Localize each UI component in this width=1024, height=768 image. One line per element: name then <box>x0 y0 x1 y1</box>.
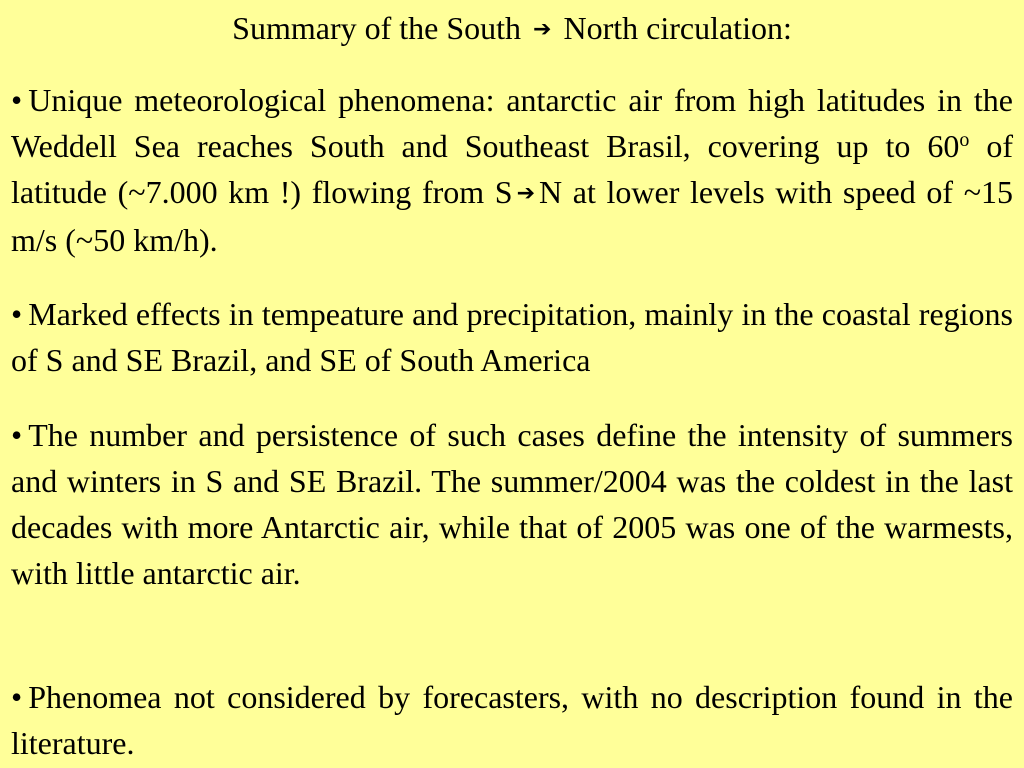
bullet-item-1 <box>11 77 1013 263</box>
bullet-3-text: The number and persistence of such cases define the intensity of summers and winters in S and SE Brazil. The summer/2004 was the coldest in the last decades with more Antarctic air, while that of 2005 was one of the warmests, with little antarctic air. <box>11 417 1013 591</box>
bullet-marker: • <box>11 296 23 332</box>
bullet-4-text: Phenomea not considered by forecasters, with no description found in the literature. <box>11 679 1013 761</box>
bullet-item-3 <box>11 412 1013 596</box>
bullet-marker: • <box>11 417 23 453</box>
title-text-after-arrow: North circulation: <box>563 10 792 46</box>
bullet-marker: • <box>11 679 23 715</box>
right-arrow-icon: ➔ <box>533 17 552 42</box>
bullet-1-text-part1: Unique meteorological phenomena: antarctic air from high latitudes in the Weddell Sea reaches South and Southeast Brasil, covering up to 60 <box>11 82 1013 164</box>
right-arrow-icon: ➔ <box>516 181 536 206</box>
bullet-item-4 <box>11 674 1013 766</box>
title-text-before-arrow: Summary of the South <box>232 10 522 46</box>
degree-superscript: o <box>959 129 970 151</box>
bullet-1-text-part2: of latitude (~7.000 km !) flowing from S <box>11 128 1014 210</box>
bullet-marker: • <box>11 82 23 118</box>
bullet-2-text: Marked effects in tempeature and precipitation, mainly in the coastal regions of S and SE Brazil, and SE of South America <box>11 296 1013 378</box>
bullet-1-text-part3: N at lower levels with speed of ~15 m/s (~50 km/h). <box>11 174 1014 258</box>
bullet-item-2 <box>11 291 1013 383</box>
slide-title <box>0 9 1024 49</box>
